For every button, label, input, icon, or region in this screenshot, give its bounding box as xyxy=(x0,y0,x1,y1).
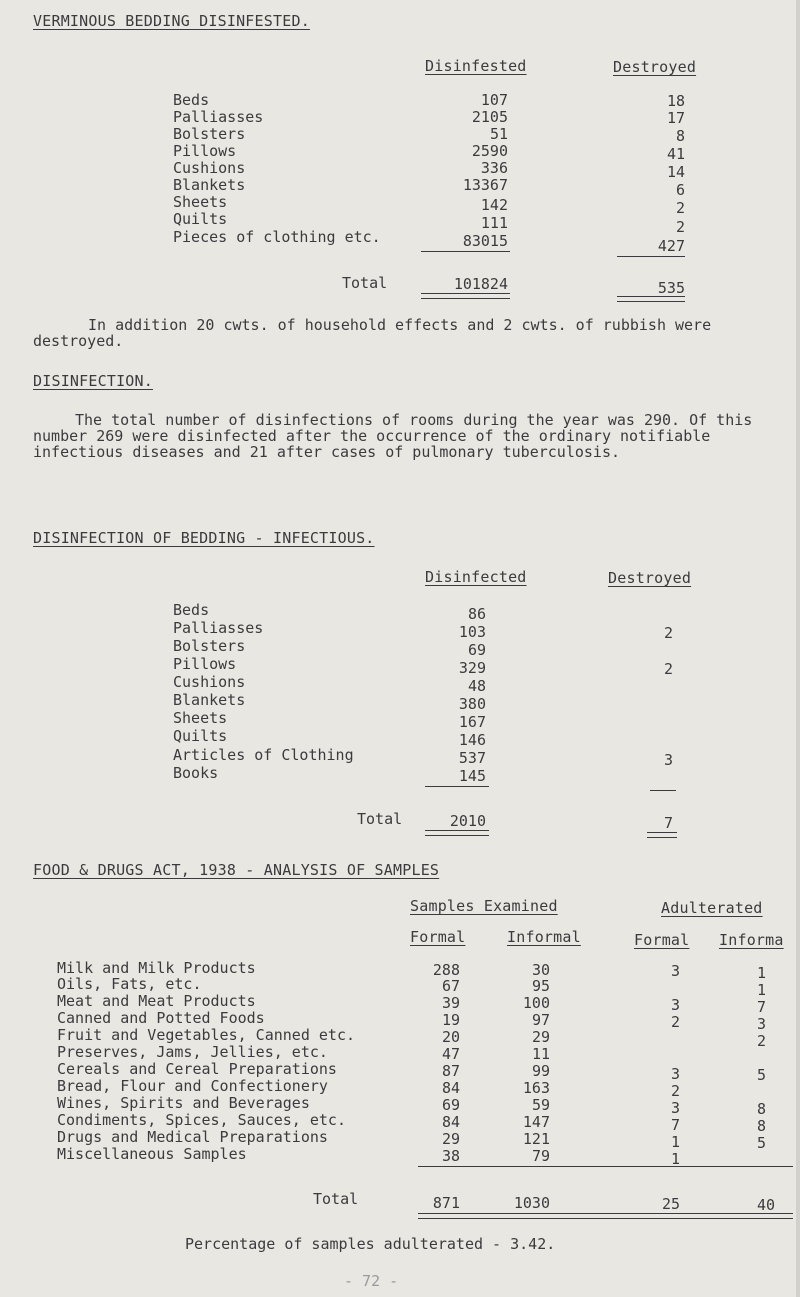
cell-disinfected: 48 xyxy=(467,677,486,695)
cell-adulterated-informal: 8 xyxy=(756,1100,766,1118)
percentage-note: Percentage of samples adulterated - 3.42. xyxy=(185,1235,556,1253)
row-label: Fruit and Vegetables, Canned etc. xyxy=(57,1026,356,1044)
cell-adulterated-informal: 7 xyxy=(756,998,766,1016)
cell-adulterated-formal: 3 xyxy=(670,962,680,980)
cell-disinfected: 380 xyxy=(458,695,486,713)
page-edge xyxy=(796,0,800,1297)
row-label: Bolsters xyxy=(173,125,246,143)
cell-destroyed: 2 xyxy=(675,218,685,236)
total-double-rule xyxy=(647,832,677,838)
cell-formal: 29 xyxy=(441,1130,460,1148)
page-number: - 72 - xyxy=(344,1272,399,1290)
total-destroyed: 535 xyxy=(657,279,685,297)
cell-adulterated-informal: 5 xyxy=(756,1066,766,1084)
cell-disinfected: 167 xyxy=(458,713,486,731)
cell-disinfected: 103 xyxy=(458,623,486,641)
cell-informal: 163 xyxy=(522,1079,550,1097)
cell-destroyed: 3 xyxy=(663,751,673,769)
row-label: Wines, Spirits and Beverages xyxy=(57,1094,310,1112)
row-label: Miscellaneous Samples xyxy=(57,1145,247,1163)
cell-informal: 121 xyxy=(522,1130,550,1148)
total-double-rule xyxy=(418,1213,793,1219)
row-label: Preserves, Jams, Jellies, etc. xyxy=(57,1043,328,1061)
col-header-informal-adulterated: Informa xyxy=(719,931,784,949)
cell-adulterated-formal: 1 xyxy=(670,1133,680,1151)
cell-disinfested: 111 xyxy=(480,214,508,232)
row-label: Articles of Clothing xyxy=(173,746,354,764)
total-double-rule xyxy=(617,296,685,302)
col-header-formal-adulterated: Formal xyxy=(634,931,690,949)
cell-formal: 47 xyxy=(441,1045,460,1063)
cell-informal: 30 xyxy=(531,961,550,979)
cell-informal: 95 xyxy=(531,977,550,995)
row-label: Cereals and Cereal Preparations xyxy=(57,1060,337,1078)
row-label: Blankets xyxy=(173,176,246,194)
additional-note: In addition 20 cwts. of household effects and 2 cwts. of rubbish were destroyed. xyxy=(33,316,712,350)
cell-formal: 19 xyxy=(441,1011,460,1029)
cell-destroyed: 2 xyxy=(663,660,673,678)
cell-disinfested: 51 xyxy=(489,125,508,143)
cell-formal: 67 xyxy=(441,977,460,995)
cell-disinfested: 83015 xyxy=(462,232,508,250)
row-label: Palliasses xyxy=(173,108,264,126)
cell-adulterated-informal: 2 xyxy=(756,1032,766,1050)
col-header-disinfested: Disinfested xyxy=(425,57,527,75)
cell-formal: 20 xyxy=(441,1028,460,1046)
cell-informal: 97 xyxy=(531,1011,550,1029)
row-label: Sheets xyxy=(173,709,228,727)
row-label: Bread, Flour and Confectionery xyxy=(57,1077,328,1095)
cell-adulterated-informal: 8 xyxy=(756,1117,766,1135)
cell-adulterated-formal: 3 xyxy=(670,996,680,1014)
cell-disinfested: 2590 xyxy=(471,142,508,160)
col-header-destroyed: Destroyed xyxy=(613,58,697,76)
cell-disinfested: 107 xyxy=(480,91,508,109)
cell-disinfected: 69 xyxy=(467,641,486,659)
col-header-destroyed: Destroyed xyxy=(608,569,692,587)
row-label: Beds xyxy=(173,91,210,109)
subtotal-rule xyxy=(421,251,510,252)
row-label: Cushions xyxy=(173,159,246,177)
cell-formal: 288 xyxy=(432,961,460,979)
cell-adulterated-informal: 3 xyxy=(756,1015,766,1033)
cell-destroyed: 18 xyxy=(666,92,685,110)
total-label: Total xyxy=(342,274,388,292)
col-header-formal: Formal xyxy=(410,928,466,946)
cell-adulterated-formal: 7 xyxy=(670,1116,680,1134)
total-formal: 871 xyxy=(432,1194,460,1212)
row-label: Quilts xyxy=(173,727,228,745)
subtotal-rule xyxy=(617,256,685,257)
cell-adulterated-informal: 5 xyxy=(756,1134,766,1152)
cell-disinfested: 13367 xyxy=(462,176,508,194)
group-header-samples-examined: Samples Examined xyxy=(410,897,558,915)
section-title-food-drugs: FOOD & DRUGS ACT, 1938 - ANALYSIS OF SAMPLES xyxy=(33,861,440,879)
cell-destroyed: 8 xyxy=(675,127,685,145)
cell-destroyed: 2 xyxy=(663,624,673,642)
cell-disinfected: 537 xyxy=(458,749,486,767)
row-label: Pillows xyxy=(173,142,237,160)
cell-destroyed: 6 xyxy=(675,181,685,199)
cell-adulterated-formal: 2 xyxy=(670,1013,680,1031)
col-header-disinfected: Disinfected xyxy=(425,568,527,586)
total-informal: 1030 xyxy=(513,1194,550,1212)
row-label: Pillows xyxy=(173,655,237,673)
row-label: Bolsters xyxy=(173,637,246,655)
subtotal-rule xyxy=(418,1166,793,1167)
row-label: Sheets xyxy=(173,193,228,211)
cell-destroyed: 17 xyxy=(666,109,685,127)
cell-informal: 11 xyxy=(531,1045,550,1063)
row-label: Books xyxy=(173,764,219,782)
row-label: Quilts xyxy=(173,210,228,228)
cell-destroyed: 41 xyxy=(666,145,685,163)
cell-disinfested: 142 xyxy=(480,196,508,214)
cell-adulterated-informal: 1 xyxy=(756,964,766,982)
cell-formal: 87 xyxy=(441,1062,460,1080)
group-header-adulterated: Adulterated xyxy=(661,899,763,917)
cell-destroyed: 14 xyxy=(666,163,685,181)
cell-disinfected: 146 xyxy=(458,731,486,749)
row-label: Meat and Meat Products xyxy=(57,992,256,1010)
cell-destroyed: 427 xyxy=(657,237,685,255)
section-title-verminous-bedding: VERMINOUS BEDDING DISINFESTED. xyxy=(33,12,310,30)
row-label: Oils, Fats, etc. xyxy=(57,975,202,993)
disinfection-paragraph: The total number of disinfections of rooms during the year was 290. Of this number 269 were disinfected after the occurrence of the ordinary notifiable infectious diseases and 21 after cases of pulmonary tuberculosis. xyxy=(33,411,753,461)
cell-formal: 84 xyxy=(441,1113,460,1131)
cell-formal: 69 xyxy=(441,1096,460,1114)
cell-destroyed: 2 xyxy=(675,199,685,217)
cell-disinfected: 329 xyxy=(458,659,486,677)
cell-informal: 99 xyxy=(531,1062,550,1080)
cell-informal: 147 xyxy=(522,1113,550,1131)
total-adulterated-formal: 25 xyxy=(661,1195,680,1213)
cell-formal: 38 xyxy=(441,1147,460,1165)
row-label: Drugs and Medical Preparations xyxy=(57,1128,328,1146)
total-adulterated-informal: 40 xyxy=(756,1196,775,1214)
row-label: Milk and Milk Products xyxy=(57,959,256,977)
cell-informal: 79 xyxy=(531,1147,550,1165)
total-label: Total xyxy=(357,810,403,828)
cell-formal: 84 xyxy=(441,1079,460,1097)
row-label: Cushions xyxy=(173,673,246,691)
total-disinfected: 2010 xyxy=(449,812,486,830)
cell-adulterated-formal: 3 xyxy=(670,1099,680,1117)
row-label: Condiments, Spices, Sauces, etc. xyxy=(57,1111,346,1129)
total-label: Total xyxy=(313,1190,359,1208)
cell-informal: 100 xyxy=(522,994,550,1012)
subtotal-rule xyxy=(650,790,676,791)
row-label: Beds xyxy=(173,601,210,619)
cell-disinfested: 336 xyxy=(480,159,508,177)
cell-disinfected: 145 xyxy=(458,767,486,785)
total-destroyed: 7 xyxy=(663,814,673,832)
cell-adulterated-formal: 2 xyxy=(670,1082,680,1100)
total-disinfested: 101824 xyxy=(453,275,508,293)
total-double-rule xyxy=(425,830,489,836)
cell-formal: 39 xyxy=(441,994,460,1012)
row-label: Blankets xyxy=(173,691,246,709)
row-label: Palliasses xyxy=(173,619,264,637)
row-label: Pieces of clothing etc. xyxy=(173,228,381,246)
cell-adulterated-informal: 1 xyxy=(756,981,766,999)
cell-adulterated-formal: 1 xyxy=(670,1150,680,1168)
cell-informal: 59 xyxy=(531,1096,550,1114)
cell-adulterated-formal: 3 xyxy=(670,1065,680,1083)
section-title-infectious-bedding: DISINFECTION OF BEDDING - INFECTIOUS. xyxy=(33,529,375,547)
row-label: Canned and Potted Foods xyxy=(57,1009,265,1027)
cell-disinfested: 2105 xyxy=(471,108,508,126)
col-header-informal: Informal xyxy=(507,928,581,946)
subtotal-rule xyxy=(425,786,489,787)
cell-informal: 29 xyxy=(531,1028,550,1046)
cell-disinfected: 86 xyxy=(467,605,486,623)
total-double-rule xyxy=(421,293,510,299)
section-title-disinfection: DISINFECTION. xyxy=(33,372,153,390)
